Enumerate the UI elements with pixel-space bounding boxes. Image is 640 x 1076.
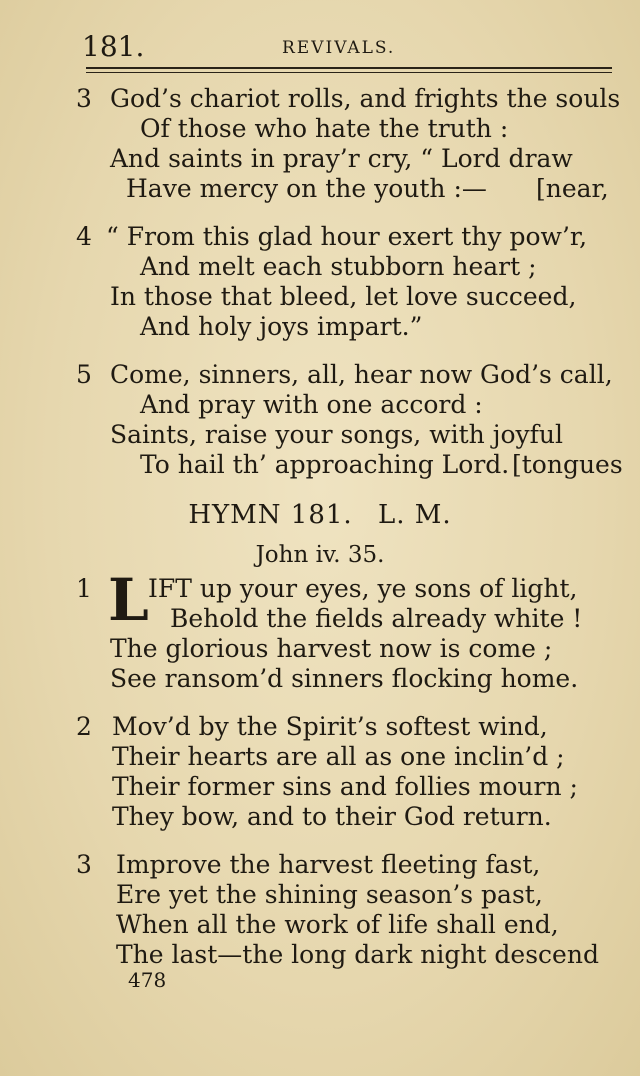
- verse-line: Their former sins and follies mourn ;: [112, 772, 578, 801]
- stanza-number: 5: [76, 360, 92, 389]
- stanza-bottom-2: [76, 712, 621, 832]
- stanza-bottom-3: [76, 850, 621, 970]
- stanza-line: [76, 390, 621, 420]
- verse-line: IFT up your eyes, ye sons of light,: [148, 574, 578, 603]
- stanza-line: [76, 880, 621, 910]
- verse-line: “ From this glad hour exert thy pow’r,: [106, 222, 588, 251]
- verse-line: Ere yet the shining season’s past,: [116, 880, 543, 909]
- hymn-meter: L. M.: [377, 500, 452, 530]
- running-head: REVIVALS.: [282, 38, 396, 58]
- verse-line: Have mercy on the youth :—: [126, 174, 487, 203]
- stanza-number: 3: [76, 850, 92, 879]
- signature-mark: 478: [128, 968, 167, 992]
- verse-line: And holy joys impart.”: [140, 312, 423, 341]
- header-rule-thin: [86, 72, 612, 73]
- stanza-line: [76, 252, 621, 282]
- stanza-number: 3: [76, 84, 92, 113]
- verse-line: Mov’d by the Spirit’s softest wind,: [112, 712, 548, 741]
- stanza-line: [76, 312, 621, 342]
- turnover-word: [near,: [536, 174, 609, 203]
- stanza-line: [76, 84, 621, 114]
- scripture-reference: John iv. 35.: [255, 542, 385, 568]
- stanza-number: 1: [76, 574, 92, 603]
- hymn-title: [0, 500, 640, 530]
- stanza-line: [76, 222, 621, 252]
- verse-line: And melt each stubborn heart ;: [140, 252, 537, 281]
- verse-line: Come, sinners, all, hear now God’s call,: [110, 360, 613, 389]
- verse-line: Saints, raise your songs, with joyful: [110, 420, 563, 449]
- stanza-top-5: [76, 360, 621, 480]
- page-header: [82, 30, 612, 66]
- stanza-line: [76, 574, 621, 604]
- header-rule-thick: [86, 67, 612, 69]
- stanza-line: [76, 282, 621, 312]
- verse-line: See ransom’d sinners flocking home.: [110, 664, 579, 693]
- turnover-word: [tongues: [512, 450, 623, 479]
- verse-line: God’s chariot rolls, and frights the souls: [110, 84, 621, 113]
- stanza-number: 4: [76, 222, 92, 251]
- verse-line: When all the work of life shall end,: [116, 910, 559, 939]
- verse-line: And pray with one accord :: [140, 390, 483, 419]
- stanza-line: [76, 144, 621, 174]
- page-number: 181.: [82, 30, 145, 63]
- verse-line: Of those who hate the truth :: [140, 114, 509, 143]
- verse-line: In those that bleed, let love succeed,: [110, 282, 577, 311]
- stanza-top-4: [76, 222, 621, 342]
- verse-line: Improve the harvest fleeting fast,: [116, 850, 541, 879]
- verse-line: To hail th’ approaching Lord.: [140, 450, 510, 479]
- verse-line: Their hearts are all as one inclin’d ;: [112, 742, 565, 771]
- stanza-line: [76, 634, 621, 664]
- stanza-line: [76, 664, 621, 694]
- stanza-line: [76, 940, 621, 970]
- stanza-line: [76, 772, 621, 802]
- stanza-bottom-1: [76, 574, 621, 694]
- stanza-number: 2: [76, 712, 92, 741]
- stanza-line: [76, 802, 621, 832]
- stanza-line: [76, 910, 621, 940]
- stanza-line: [76, 114, 621, 144]
- verse-line: They bow, and to their God return.: [112, 802, 552, 831]
- drop-cap: L: [108, 566, 149, 634]
- verse-line: Behold the fields already white !: [170, 604, 583, 633]
- stanza-top-3: [76, 84, 621, 204]
- stanza-line: [76, 712, 621, 742]
- verse-line: And saints in pray’r cry, “ Lord draw: [110, 144, 573, 173]
- stanza-line: [76, 742, 621, 772]
- verse-line: The last—the long dark night descend: [116, 940, 599, 969]
- stanza-line: [76, 450, 621, 480]
- stanza-line: [76, 174, 621, 204]
- stanza-line: [76, 420, 621, 450]
- hymn-number: HYMN 181.: [188, 500, 353, 530]
- stanza-line: [76, 360, 621, 390]
- stanza-line: [76, 850, 621, 880]
- verse-line: The glorious harvest now is come ;: [110, 634, 553, 663]
- stanza-line: [76, 604, 621, 634]
